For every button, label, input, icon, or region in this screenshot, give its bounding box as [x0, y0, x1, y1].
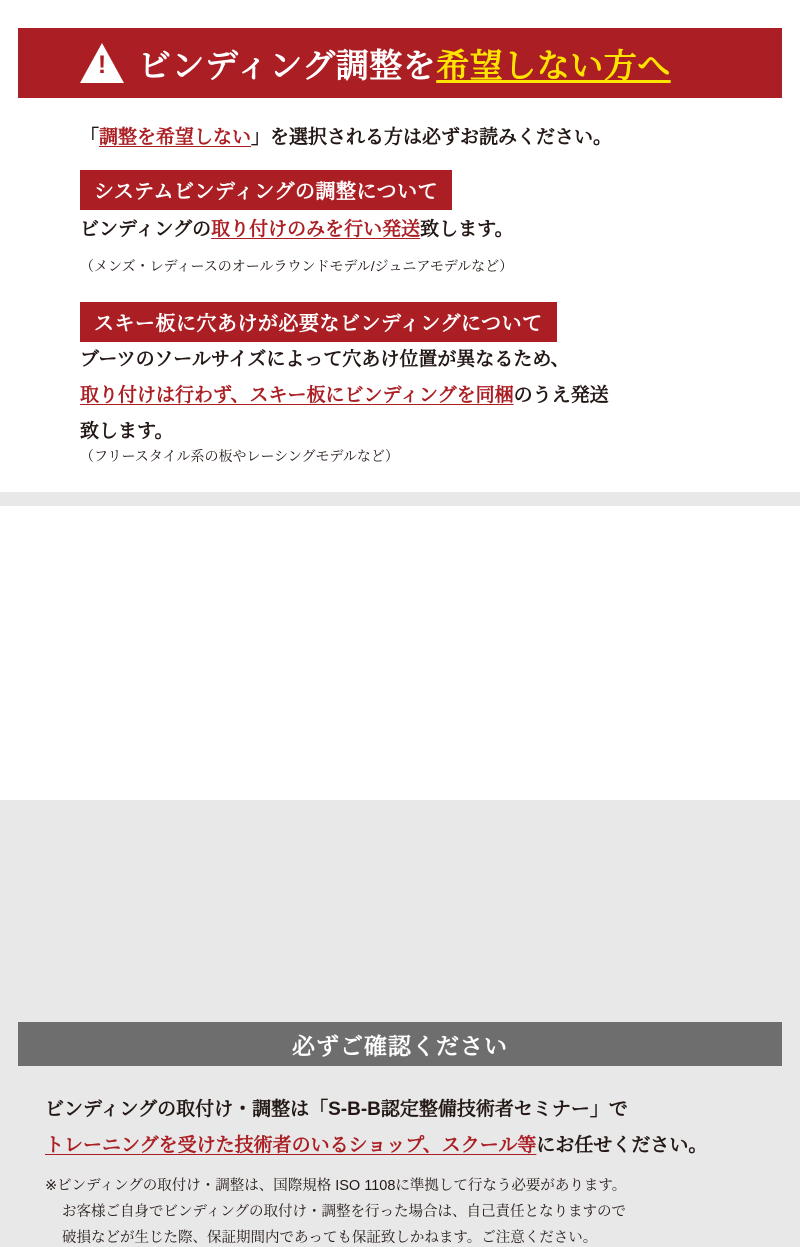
section2-line3: 致します。 [80, 421, 174, 442]
section2-heading: スキー板に穴あけが必要なビンディングについて [80, 302, 557, 342]
section1-body [80, 214, 514, 241]
section2-line2-post: のうえ発送 [513, 385, 609, 406]
bottom-heading: 必ずご確認ください [18, 1022, 782, 1066]
section2-line2 [80, 380, 609, 407]
lead-emphasis: 調整を希望しない [99, 127, 252, 148]
hero-banner [18, 28, 782, 98]
footnote-line2: お客様ご自身でビンディングの取付け・調整を行った場合は、自己責任となりますので [62, 1204, 627, 1220]
hero-title-part1: ビンディング調整を [138, 46, 437, 84]
hero-title-highlight: 希望しない方へ [436, 46, 671, 84]
bottom-line2-emphasis: トレーニングを受けた技術者のいるショップ、スクール等 [45, 1135, 537, 1156]
warning-triangle-exclamation-icon: ! [80, 43, 124, 83]
footnote-line3: 破損などが生じた際、保証期間内であっても保証致しかねます。ご注意ください。 [62, 1230, 598, 1246]
section2-line1: ブーツのソールサイズによって穴あけ位置が異なるため、 [80, 349, 570, 370]
hero-title [138, 40, 671, 87]
section1-heading: システムビンディングの調整について [80, 170, 452, 210]
section1-note: （メンズ・レディースのオールラウンドモデル/ジュニアモデルなど） [80, 258, 514, 274]
section2-line2-emphasis: 取り付けは行わず、スキー板にビンディングを同梱 [80, 385, 514, 406]
bottom-line1: ビンディングの取付け・調整は「S-B-B認定整備技術者セミナー」で [45, 1099, 628, 1120]
lead-suffix: 」を選択される方は必ずお読みください。 [251, 127, 613, 148]
lead-text [80, 122, 612, 149]
top-panel [0, 0, 800, 492]
bottom-line2 [45, 1130, 707, 1157]
section2-note: （フリースタイル系の板やレーシングモデルなど） [80, 448, 399, 464]
section1-body-pre: ビンディングの [80, 219, 212, 240]
section1-body-post: 致します。 [420, 219, 514, 240]
bottom-panel [0, 506, 800, 1246]
section1-body-emphasis: 取り付けのみを行い発送 [211, 219, 421, 240]
footnote-line1: ※ビンディングの取付け・調整は、国際規格 ISO 1108に準拠して行なう必要があります。 [45, 1178, 627, 1194]
bottom-line2-post: にお任せください。 [536, 1135, 708, 1156]
lead-prefix: 「 [80, 127, 100, 148]
